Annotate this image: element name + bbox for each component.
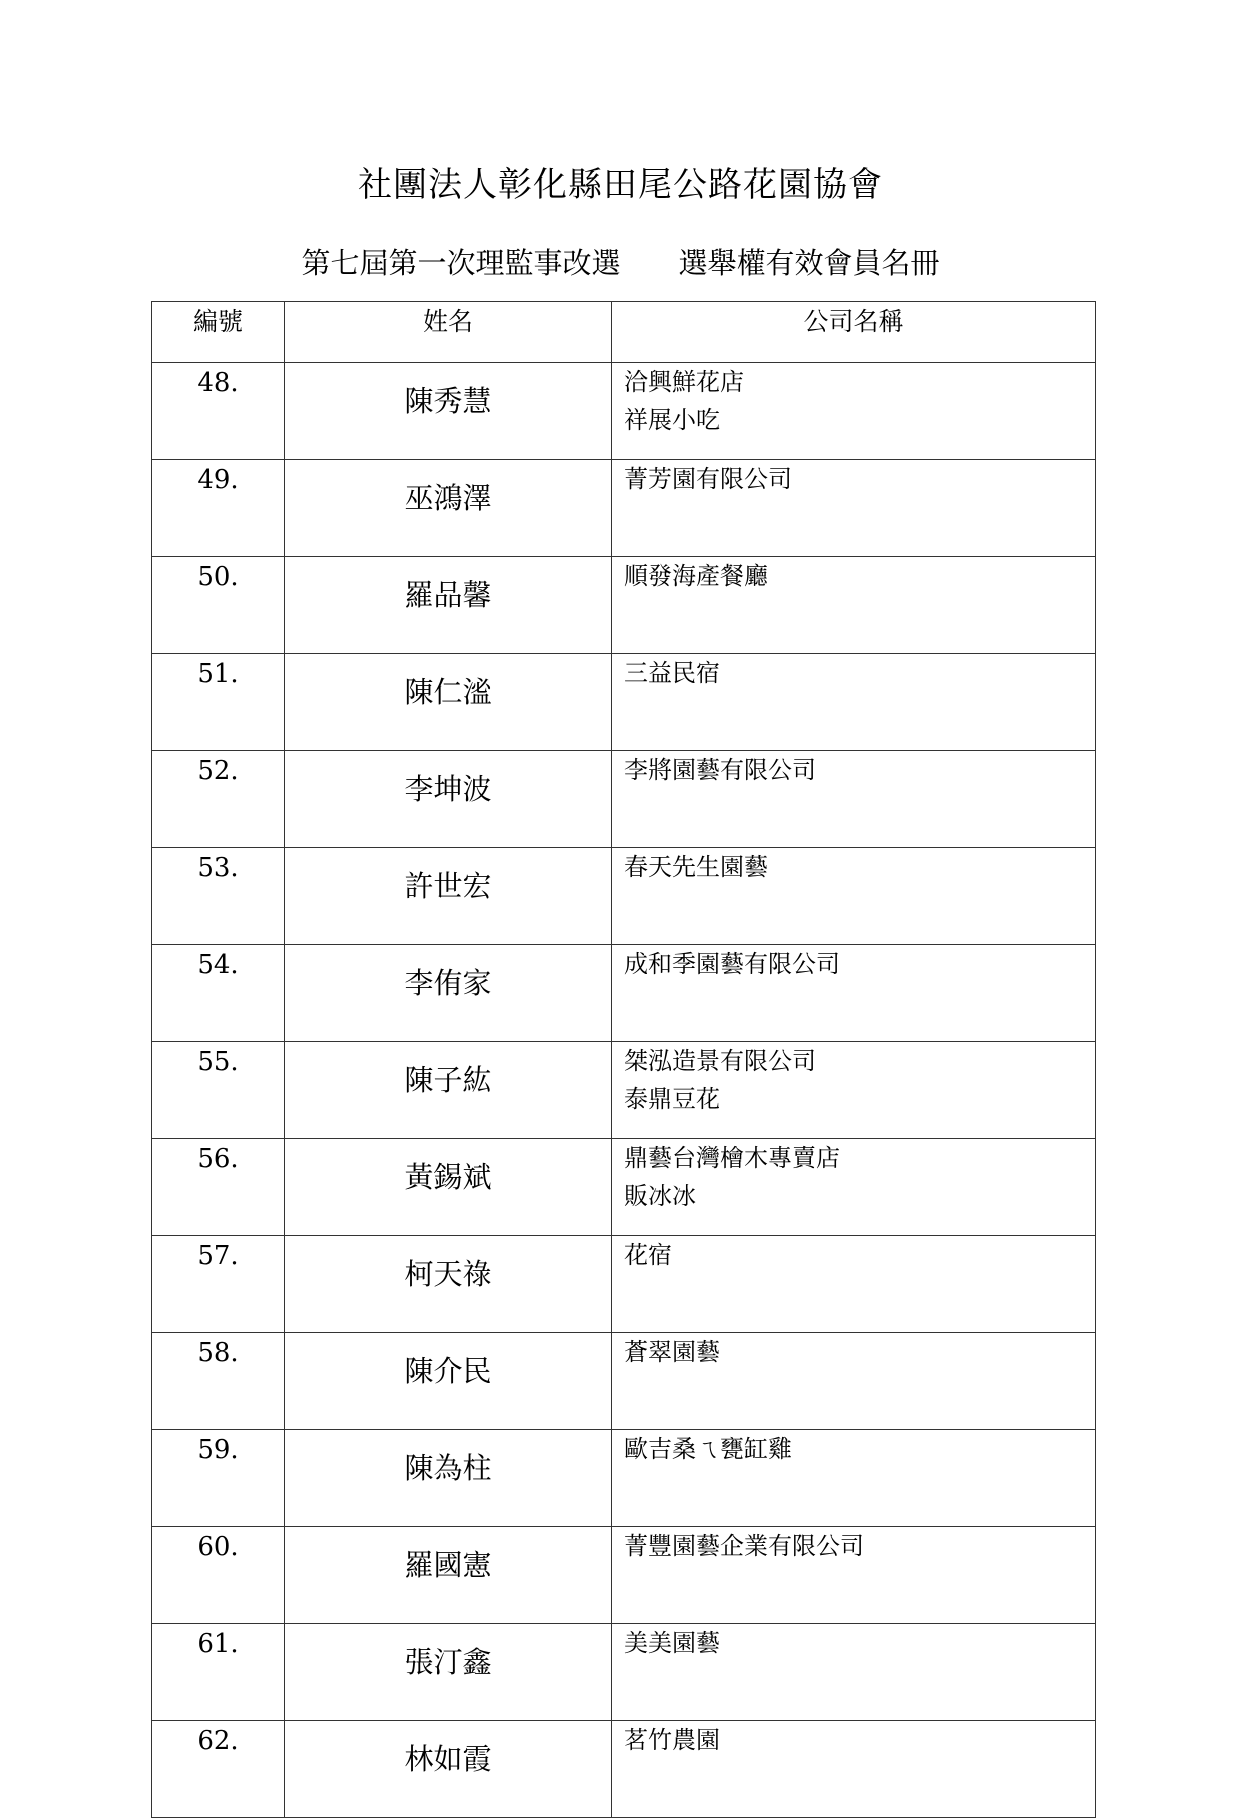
company-name: 洽興鮮花店 [624,368,744,396]
company-names [612,751,1096,848]
table-row [152,1236,1096,1333]
member-number: 49. [152,460,285,557]
member-name: 陳為柱 [285,1430,612,1527]
member-number: 55. [152,1042,285,1139]
company-name: 鼎藝台灣檜木專賣店 [624,1144,840,1172]
company-names [612,1430,1096,1527]
table-row [152,1624,1096,1721]
company-name: 歐吉桑ㄟ甕缸雞 [624,1435,792,1463]
company-names [612,945,1096,1042]
member-number: 48. [152,363,285,460]
table-body [152,363,1096,1818]
company-names [612,557,1096,654]
member-name: 黃錫斌 [285,1139,612,1236]
member-name: 李侑家 [285,945,612,1042]
company-name: 茗竹農園 [624,1726,720,1754]
member-number: 59. [152,1430,285,1527]
company-name: 販冰冰 [624,1182,696,1210]
header-number: 編號 [152,302,285,363]
company-names [612,1236,1096,1333]
company-name: 春天先生園藝 [624,853,768,881]
table-row [152,945,1096,1042]
member-number: 57. [152,1236,285,1333]
member-number: 50. [152,557,285,654]
table-row [152,1042,1096,1139]
member-name: 陳秀慧 [285,363,612,460]
member-name: 羅國憲 [285,1527,612,1624]
table-header-row [152,302,1096,363]
company-name: 李將園藝有限公司 [624,756,816,784]
member-number: 61. [152,1624,285,1721]
table-row [152,557,1096,654]
member-name: 張汀鑫 [285,1624,612,1721]
member-number: 58. [152,1333,285,1430]
company-names [612,1042,1096,1139]
company-name: 三益民宿 [624,659,720,687]
member-name: 巫鴻澤 [285,460,612,557]
company-name: 花宿 [624,1241,672,1269]
company-names [612,1333,1096,1430]
table-row [152,1527,1096,1624]
member-name: 李坤波 [285,751,612,848]
table-row [152,751,1096,848]
company-name: 祥展小吃 [624,406,720,434]
company-names [612,848,1096,945]
header-name: 姓名 [285,302,612,363]
member-name: 柯天祿 [285,1236,612,1333]
table-row [152,1430,1096,1527]
company-names [612,460,1096,557]
member-number: 51. [152,654,285,751]
company-names [612,1624,1096,1721]
company-name: 蒼翠園藝 [624,1338,720,1366]
header-company: 公司名稱 [612,302,1096,363]
member-number: 53. [152,848,285,945]
company-names [612,654,1096,751]
table-row [152,1333,1096,1430]
table-row [152,654,1096,751]
member-number: 60. [152,1527,285,1624]
company-name: 桀泓造景有限公司 [624,1047,816,1075]
member-name: 許世宏 [285,848,612,945]
company-names [612,363,1096,460]
member-name: 陳介民 [285,1333,612,1430]
table-row [152,1721,1096,1818]
company-names [612,1139,1096,1236]
document-title: 社團法人彰化縣田尾公路花園協會 [358,165,883,205]
company-name: 成和季園藝有限公司 [624,950,840,978]
member-number: 62. [152,1721,285,1818]
table-row [152,460,1096,557]
member-name: 陳仁㴵 [285,654,612,751]
document-subtitle: 第七屆第一次理監事改選 選舉權有效會員名冊 [301,246,940,280]
member-name: 林如霞 [285,1721,612,1818]
company-name: 泰鼎豆花 [624,1085,720,1113]
member-number: 54. [152,945,285,1042]
member-number: 52. [152,751,285,848]
company-name: 順發海產餐廳 [624,562,768,590]
member-name: 羅品馨 [285,557,612,654]
member-roster-table [151,301,1096,1818]
company-names [612,1527,1096,1624]
company-name: 美美園藝 [624,1629,720,1657]
company-name: 菁芳園有限公司 [624,465,792,493]
table-row [152,848,1096,945]
table-row [152,363,1096,460]
company-name: 菁豐園藝企業有限公司 [624,1532,864,1560]
member-name: 陳子紘 [285,1042,612,1139]
member-number: 56. [152,1139,285,1236]
company-names [612,1721,1096,1818]
table-row [152,1139,1096,1236]
